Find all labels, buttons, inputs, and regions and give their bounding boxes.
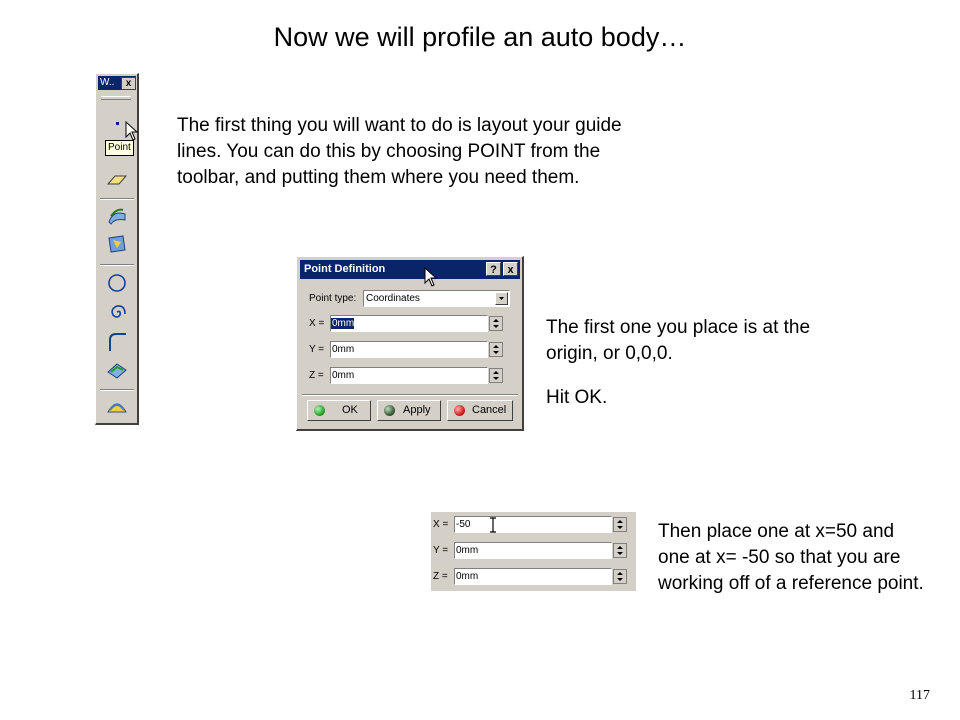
toolbar-separator <box>100 264 134 266</box>
z-spinner[interactable] <box>613 569 627 584</box>
apply-ball-icon <box>384 405 395 416</box>
z-value: 0mm <box>456 571 479 582</box>
dialog-close-button[interactable]: x <box>503 262 518 276</box>
z-label: Z = <box>309 370 324 381</box>
red-ball-icon <box>454 405 465 416</box>
dialog-divider <box>302 394 518 396</box>
x-value: 0mm <box>332 318 355 329</box>
x-spinner[interactable] <box>613 517 627 532</box>
help-button[interactable]: ? <box>486 262 501 276</box>
mouse-cursor-icon <box>125 121 139 141</box>
cancel-button[interactable] <box>447 400 513 421</box>
x-field[interactable] <box>330 315 488 332</box>
page-number: 117 <box>909 688 930 703</box>
point-type-label: Point type: <box>309 293 357 304</box>
ok-button[interactable] <box>307 400 371 421</box>
hit-ok-text: Hit OK. <box>546 387 608 408</box>
apply-label: Apply <box>403 404 431 416</box>
x-value: -50 <box>456 519 471 530</box>
chevron-down-icon[interactable] <box>495 292 508 305</box>
point-definition-dialog <box>296 256 524 431</box>
corner-icon[interactable] <box>105 329 129 353</box>
dialog-title: Point Definition <box>304 263 386 275</box>
plane-icon[interactable] <box>105 168 129 192</box>
x-label: X = <box>309 318 325 329</box>
z-field[interactable] <box>330 367 488 384</box>
toolbar-separator <box>100 198 134 200</box>
mouse-cursor-icon <box>424 267 438 287</box>
slide-title: Now we will profile an auto body… <box>273 22 687 52</box>
y-field[interactable] <box>454 542 612 559</box>
y-label: Y = <box>433 545 449 556</box>
x-label: X = <box>433 519 449 530</box>
y-field[interactable] <box>330 341 488 358</box>
apply-button[interactable] <box>377 400 441 421</box>
cancel-label: Cancel <box>472 404 507 416</box>
green-ball-icon <box>314 405 325 416</box>
toolbar-title: W.. <box>100 77 115 88</box>
toolbar-grip[interactable] <box>101 96 131 100</box>
y-spinner[interactable] <box>613 543 627 558</box>
then-text: Then place one at x=50 and one at x= -50 so that you are working off of a reference point. <box>658 521 924 594</box>
y-label: Y = <box>309 344 325 355</box>
x-field[interactable] <box>454 516 612 533</box>
spiral-icon[interactable] <box>105 300 129 324</box>
text-cursor-icon <box>489 517 497 533</box>
coordinates-panel <box>431 512 636 591</box>
toolbar-titlebar[interactable] <box>98 76 136 90</box>
y-spinner[interactable] <box>489 342 503 357</box>
point-type-value: Coordinates <box>366 293 420 304</box>
sweep-surface-icon[interactable] <box>105 204 129 228</box>
point-type-select[interactable] <box>363 290 510 307</box>
toolbar-separator <box>100 389 134 391</box>
y-value: 0mm <box>332 344 355 355</box>
y-value: 0mm <box>456 545 479 556</box>
fill-surface-icon[interactable] <box>105 232 129 256</box>
z-spinner[interactable] <box>489 368 503 383</box>
z-field[interactable] <box>454 568 612 585</box>
circle-icon[interactable] <box>105 271 129 295</box>
blend-surface-icon[interactable] <box>105 358 129 382</box>
ok-label: OK <box>342 404 358 416</box>
z-value: 0mm <box>332 370 355 381</box>
dialog-titlebar[interactable] <box>300 260 520 279</box>
intro-text: The first thing you will want to do is layout your guide lines. You can do this by choosing POINT from the toolbar, and putting them where you need them. <box>177 115 622 188</box>
z-label: Z = <box>433 571 448 582</box>
toolbar-close-button[interactable]: x <box>121 77 136 90</box>
point-tooltip: Point <box>105 140 134 156</box>
revolve-surface-icon[interactable] <box>105 394 129 418</box>
origin-text: The first one you place is at the origin, or 0,0,0. <box>546 317 811 364</box>
x-spinner[interactable] <box>489 316 503 331</box>
